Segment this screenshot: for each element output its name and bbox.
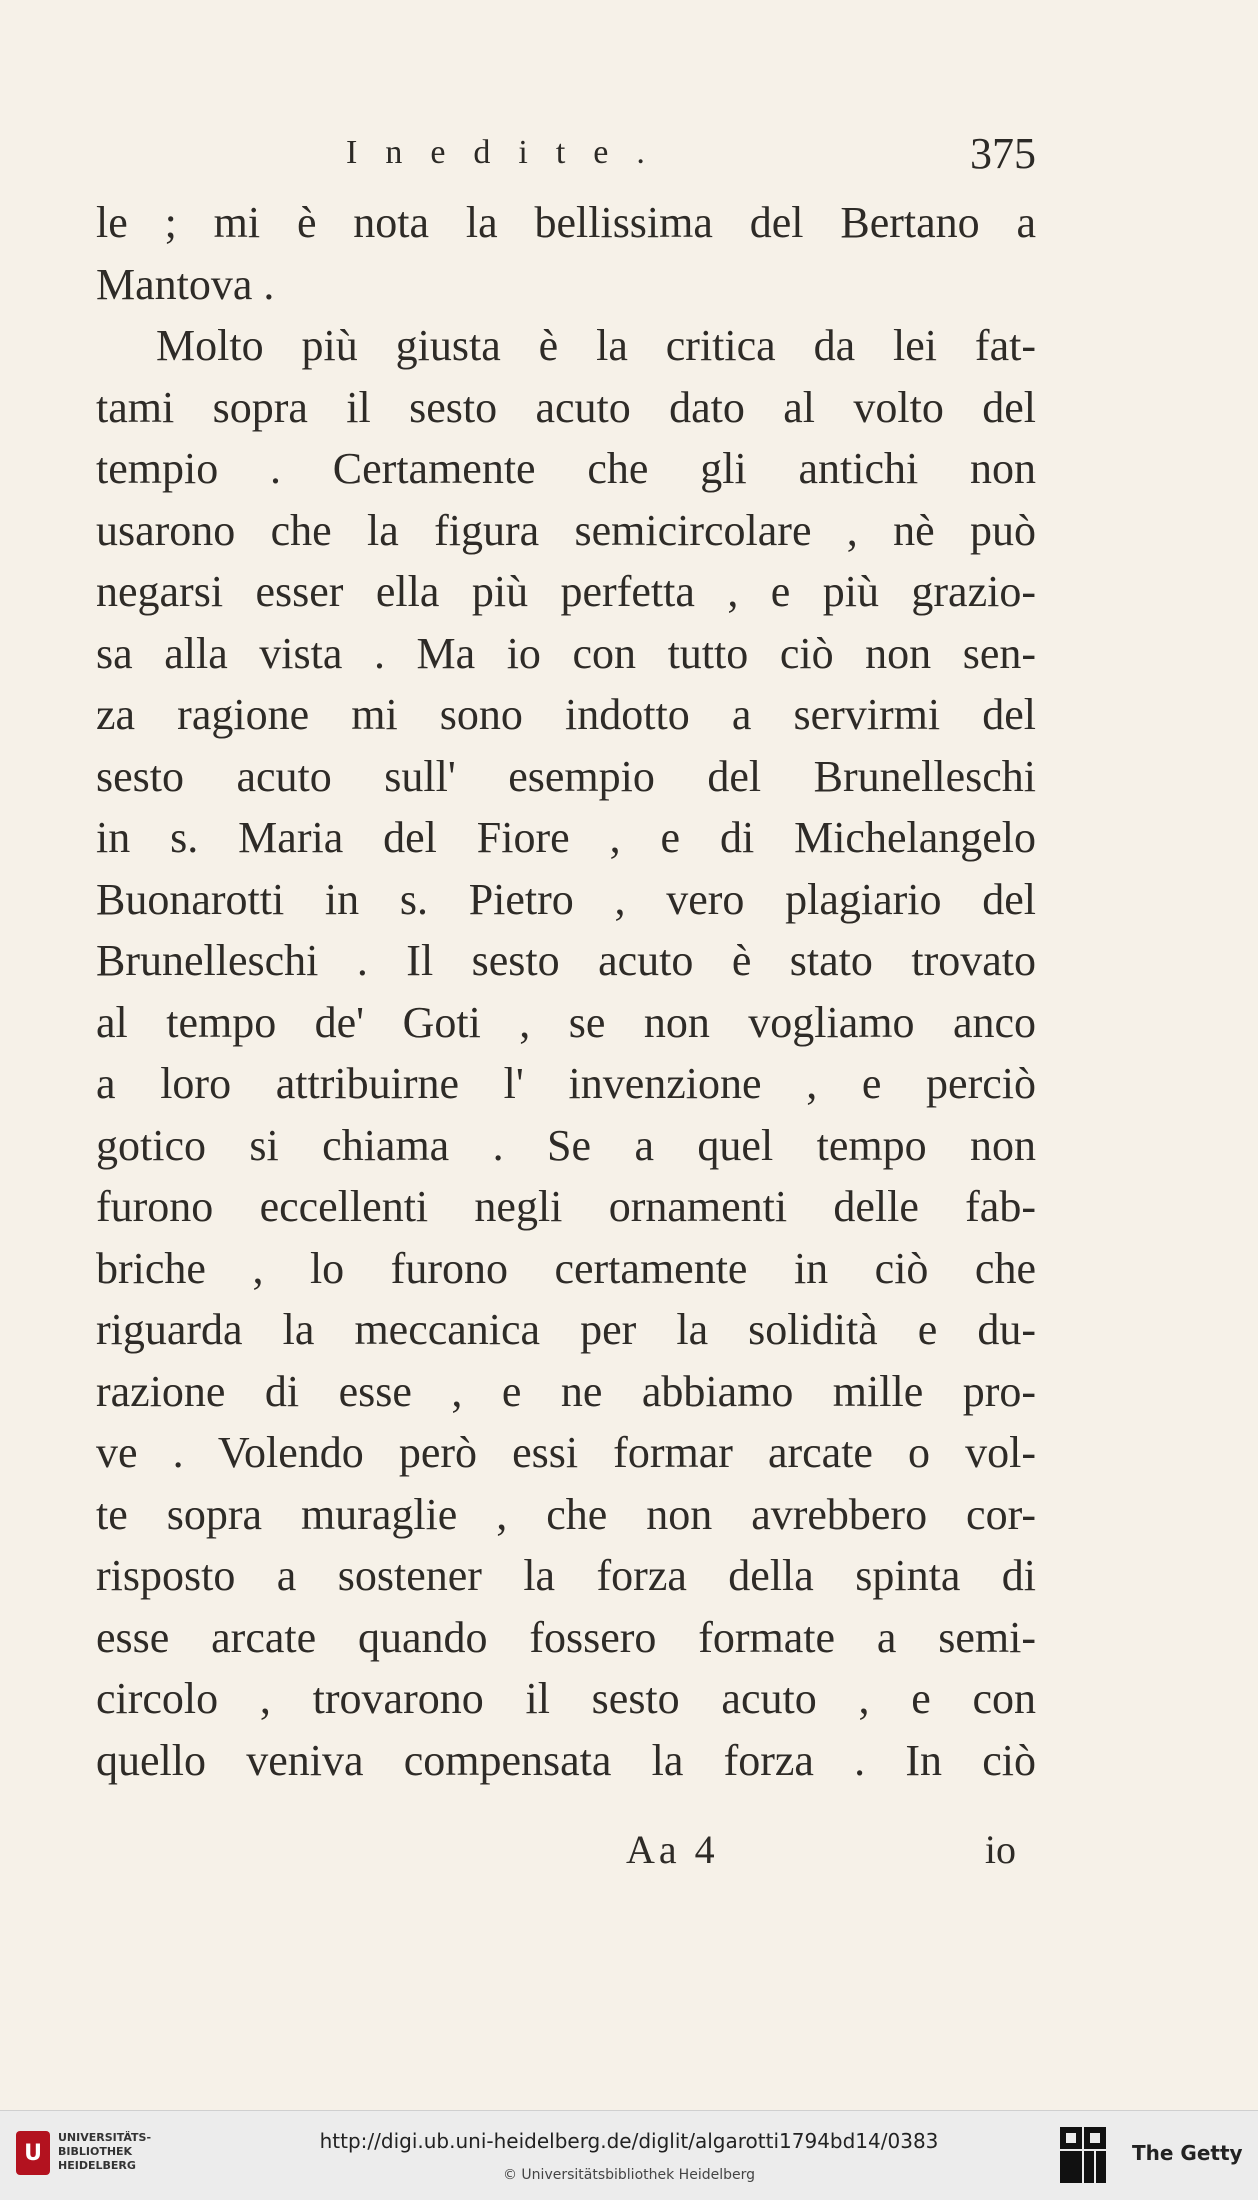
text-line: in s. Maria del Fiore , e di Michelangelo — [96, 813, 1036, 862]
text-line: usarono che la figura semicircolare , nè può — [96, 505, 1036, 555]
text-line: negarsi esser ella più perfetta , e più grazio- — [96, 567, 1036, 616]
signature-mark: Aa 4 — [626, 1827, 719, 1872]
text-line: sa alla vista . Ma io con tutto ciò non sen- — [96, 628, 1036, 678]
getty-logo-icon — [1058, 2125, 1108, 2185]
page-footer — [96, 1826, 1036, 1886]
text-line: al tempo de' Goti , se non vogliamo anco — [96, 997, 1036, 1047]
page-header — [96, 128, 1036, 188]
text-line: ve . Volendo però essi formar arcate o vol- — [96, 1428, 1036, 1477]
text-line: briche , lo furono certamente in ciò che — [96, 1243, 1036, 1293]
library-logo-text: UNIVERSITÄTS- BIBLIOTHEK HEIDELBERG — [58, 2131, 152, 2172]
text-line: le ; mi è nota la bellissima del Bertano a — [96, 198, 1036, 247]
text-line: Buonarotti in s. Pietro , vero plagiario del — [96, 874, 1036, 924]
text-line: circolo , trovarono il sesto acuto , e con — [96, 1674, 1036, 1723]
body-text — [96, 192, 1036, 1791]
text-line: a loro attribuirne l' invenzione , e perciò — [96, 1059, 1036, 1108]
text-line: tempio . Certamente che gli antichi non — [96, 444, 1036, 493]
viewer-footer-bar — [0, 2110, 1258, 2200]
text-line: te sopra muraglie , che non avrebbero cor- — [96, 1489, 1036, 1539]
page-number: 375 — [970, 129, 1036, 178]
text-line: tami sopra il sesto acuto dato al volto del — [96, 382, 1036, 432]
permalink-url[interactable]: http://digi.ub.uni-heidelberg.de/diglit/algarotti1794bd14/0383 — [319, 2129, 939, 2153]
text-line: riguarda la meccanica per la solidità e du- — [96, 1305, 1036, 1354]
text-line: Brunelleschi . Il sesto acuto è stato trovato — [96, 936, 1036, 985]
text-line: Mantova . — [96, 259, 275, 309]
copyright-notice: © Universitätsbibliothek Heidelberg — [502, 2167, 755, 2183]
running-title: Inedite. — [346, 134, 673, 171]
text-line: sesto acuto sull' esempio del Brunelleschi — [96, 751, 1036, 801]
text-line: gotico si chiama . Se a quel tempo non — [96, 1120, 1036, 1170]
text-line: esse arcate quando fossero formate a semi- — [96, 1612, 1036, 1662]
text-line: Molto più giusta è la critica da lei fat- — [156, 321, 1036, 370]
catchword: io — [984, 1827, 1016, 1872]
text-line: razione di esse , e ne abbiamo mille pro- — [96, 1366, 1036, 1416]
text-line: za ragione mi sono indotto a servirmi del — [96, 690, 1036, 739]
library-seal-icon: U — [16, 2131, 50, 2175]
text-line: risposto a sostener la forza della spinta di — [96, 1551, 1036, 1600]
text-line: quello veniva compensata la forza . In ciò — [96, 1735, 1036, 1785]
text-line: furono eccellenti negli ornamenti delle fab- — [96, 1182, 1036, 1231]
getty-name[interactable]: The Getty — [1132, 2141, 1243, 2165]
